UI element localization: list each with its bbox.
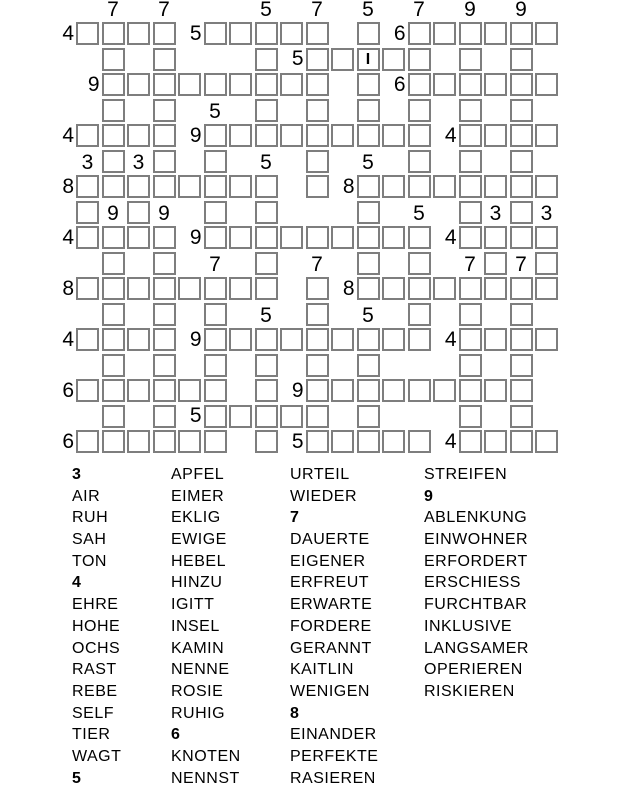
- grid-cell[interactable]: [255, 354, 278, 377]
- down-length-label: 7: [209, 252, 221, 276]
- word-item: URTEIL: [290, 466, 350, 483]
- grid-cell[interactable]: [153, 379, 176, 402]
- word-item: OPERIEREN: [424, 661, 523, 679]
- grid-cell[interactable]: [459, 379, 482, 402]
- word-item: ERFORDERT: [424, 552, 528, 570]
- word-length-header: 7: [290, 509, 300, 527]
- grid-cell[interactable]: [357, 354, 380, 377]
- grid-cell[interactable]: [331, 430, 354, 453]
- word-item: RUHIG: [171, 704, 226, 722]
- grid-cell[interactable]: [255, 405, 278, 428]
- word-item: GERANNT: [290, 639, 372, 657]
- grid-cell[interactable]: [357, 379, 380, 402]
- grid-cell[interactable]: [459, 354, 482, 377]
- word-item: ERFREUT: [290, 574, 370, 592]
- grid-cell[interactable]: [102, 354, 125, 377]
- word-item: WENIGEN: [290, 682, 370, 700]
- across-length-label: 4: [444, 327, 457, 351]
- grid-cell[interactable]: [127, 430, 150, 453]
- grid-cell[interactable]: [408, 430, 431, 453]
- word-item: RASIEREN: [290, 769, 376, 787]
- grid-cell[interactable]: [178, 379, 201, 402]
- grid-cell[interactable]: [535, 430, 558, 453]
- word-item: SELF: [72, 704, 115, 722]
- word-item: KAITLIN: [290, 661, 354, 679]
- word-item: FURCHTBAR: [424, 596, 528, 614]
- grid-cell[interactable]: [204, 430, 227, 453]
- down-length-label: 9: [158, 201, 170, 225]
- prefilled-letter: I: [365, 50, 371, 68]
- word-item: INSEL: [171, 617, 220, 635]
- word-item: EIGENER: [290, 552, 366, 570]
- down-length-label: 3: [81, 150, 94, 174]
- word-item: EINWOHNER: [424, 531, 529, 549]
- word-item: HINZU: [171, 574, 223, 592]
- grid-cell[interactable]: [408, 379, 431, 402]
- word-item: OCHS: [72, 639, 121, 657]
- grid-cell[interactable]: [76, 430, 99, 453]
- grid-cell[interactable]: [280, 405, 303, 428]
- down-length-label: 5: [209, 99, 221, 123]
- grid-cell[interactable]: [331, 379, 354, 402]
- across-length-label: 5: [189, 404, 202, 427]
- grid-cell[interactable]: [484, 430, 507, 453]
- word-item: FORDERE: [290, 617, 372, 635]
- across-length-label: 8: [342, 276, 355, 300]
- word-item: HEBEL: [171, 552, 226, 570]
- across-length-label: 9: [189, 327, 202, 351]
- across-length-label: 8: [62, 174, 74, 198]
- grid-cell[interactable]: [127, 379, 150, 402]
- across-length-label: 4: [444, 225, 457, 249]
- word-item: KAMIN: [171, 639, 225, 657]
- grid-cell[interactable]: [153, 354, 176, 377]
- word-item: LANGSAMER: [424, 639, 529, 657]
- down-length-label: 5: [260, 303, 272, 327]
- word-item: EINANDER: [290, 726, 377, 744]
- across-length-label: 5: [291, 429, 304, 453]
- across-length-label: 6: [393, 21, 406, 45]
- across-length-label: 6: [62, 429, 74, 453]
- word-item: ABLENKUNG: [424, 509, 528, 527]
- word-item: IGITT: [171, 596, 215, 614]
- grid-cell[interactable]: [204, 354, 227, 377]
- word-item: DAUERTE: [290, 531, 370, 549]
- across-length-label: 4: [62, 21, 74, 45]
- word-item: STREIFEN: [424, 466, 508, 483]
- grid-cell[interactable]: [204, 405, 227, 428]
- down-length-label: 7: [311, 252, 323, 276]
- grid-cell[interactable]: [510, 354, 533, 377]
- down-length-label: 7: [311, 0, 323, 21]
- word-item: NENNE: [171, 661, 230, 679]
- across-length-label: 9: [189, 123, 202, 147]
- grid-cell[interactable]: [382, 379, 405, 402]
- grid-cell[interactable]: [459, 430, 482, 453]
- grid-cell[interactable]: [357, 430, 380, 453]
- grid-cell[interactable]: [229, 405, 252, 428]
- word-list-column-4: [424, 464, 529, 703]
- across-length-label: 9: [189, 225, 202, 249]
- grid-cell[interactable]: [153, 430, 176, 453]
- down-length-label: 3: [132, 150, 145, 174]
- grid-cell[interactable]: [306, 405, 329, 428]
- down-length-label: 3: [540, 201, 553, 225]
- word-item: WAGT: [72, 747, 122, 765]
- down-length-label: 3: [489, 201, 502, 225]
- grid-cell[interactable]: [102, 405, 125, 428]
- word-item: WIEDER: [290, 487, 357, 505]
- word-length-header: 3: [72, 466, 82, 483]
- word-item: TIER: [72, 726, 111, 744]
- down-length-label: 5: [260, 150, 272, 174]
- down-length-label: 5: [362, 303, 374, 327]
- grid-cell[interactable]: [306, 379, 329, 402]
- word-item: EHRE: [72, 596, 119, 614]
- word-item: INKLUSIVE: [424, 617, 513, 635]
- word-item: REBE: [72, 682, 118, 700]
- down-length-label: 5: [260, 0, 272, 21]
- word-item: ERSCHIESS: [424, 574, 521, 592]
- down-length-label: 7: [464, 252, 476, 276]
- word-item: EKLIG: [171, 509, 221, 527]
- word-item: HOHE: [72, 617, 121, 635]
- word-item: RUH: [72, 509, 109, 527]
- grid-cell[interactable]: [357, 405, 380, 428]
- down-length-label: 5: [362, 0, 374, 21]
- grid-cell[interactable]: [76, 379, 99, 402]
- across-length-label: 9: [87, 72, 100, 96]
- across-length-label: 5: [189, 21, 202, 45]
- grid-cell[interactable]: [102, 430, 125, 453]
- word-length-header: 9: [424, 487, 434, 505]
- word-list-column-1: [72, 464, 121, 789]
- across-length-label: 4: [62, 225, 74, 249]
- down-length-label: 9: [515, 0, 527, 21]
- word-item: PERFEKTE: [290, 747, 379, 765]
- across-length-label: 5: [291, 47, 304, 70]
- word-length-header: 4: [72, 574, 82, 592]
- grid-cell[interactable]: [255, 430, 278, 453]
- down-length-label: 7: [413, 0, 425, 21]
- grid-cell[interactable]: [459, 405, 482, 428]
- across-length-label: 6: [62, 378, 74, 402]
- grid-cell[interactable]: [153, 405, 176, 428]
- grid-cell[interactable]: [510, 430, 533, 453]
- word-item: KNOTEN: [171, 747, 241, 765]
- grid-cell[interactable]: [204, 379, 227, 402]
- word-item: RISKIEREN: [424, 682, 515, 700]
- down-length-label: 9: [464, 0, 476, 21]
- down-length-label: 7: [158, 0, 170, 21]
- grid-cell[interactable]: [178, 430, 201, 453]
- grid-cell[interactable]: [306, 354, 329, 377]
- word-length-header: 6: [171, 726, 181, 744]
- word-list-column-2: [171, 464, 241, 789]
- grid-cell[interactable]: [306, 430, 329, 453]
- word-item: ERWARTE: [290, 596, 373, 614]
- word-item: NENNST: [171, 769, 240, 787]
- across-length-label: 4: [62, 327, 74, 351]
- down-length-label: 7: [515, 252, 527, 276]
- down-length-label: 5: [362, 150, 374, 174]
- word-item: EIMER: [171, 487, 225, 505]
- grid-cell[interactable]: [255, 379, 278, 402]
- grid-cell[interactable]: [102, 379, 125, 402]
- grid-cell[interactable]: [510, 379, 533, 402]
- word-length-header: 5: [72, 769, 82, 787]
- down-length-label: 7: [107, 0, 119, 21]
- word-item: APFEL: [171, 466, 225, 483]
- word-item: EWIGE: [171, 531, 227, 549]
- across-length-label: 8: [342, 174, 355, 198]
- word-list-column-3: [290, 464, 378, 789]
- word-item: SAH: [72, 531, 107, 549]
- word-item: RAST: [72, 661, 117, 679]
- word-length-header: 8: [290, 704, 300, 722]
- across-length-label: 8: [62, 276, 74, 300]
- grid-cell[interactable]: [510, 405, 533, 428]
- down-length-label: 5: [413, 201, 425, 225]
- word-item: ROSIE: [171, 682, 224, 700]
- across-length-label: 4: [444, 429, 457, 453]
- down-length-label: 9: [107, 201, 119, 225]
- grid-cell[interactable]: [382, 430, 405, 453]
- across-length-label: 9: [291, 378, 304, 402]
- across-length-label: 6: [393, 72, 406, 96]
- across-length-label: 4: [444, 123, 457, 147]
- grid-cell[interactable]: [484, 379, 507, 402]
- grid-cell[interactable]: [433, 379, 456, 402]
- across-length-label: 4: [62, 123, 74, 147]
- word-item: AIR: [72, 487, 101, 505]
- word-item: TON: [72, 552, 107, 570]
